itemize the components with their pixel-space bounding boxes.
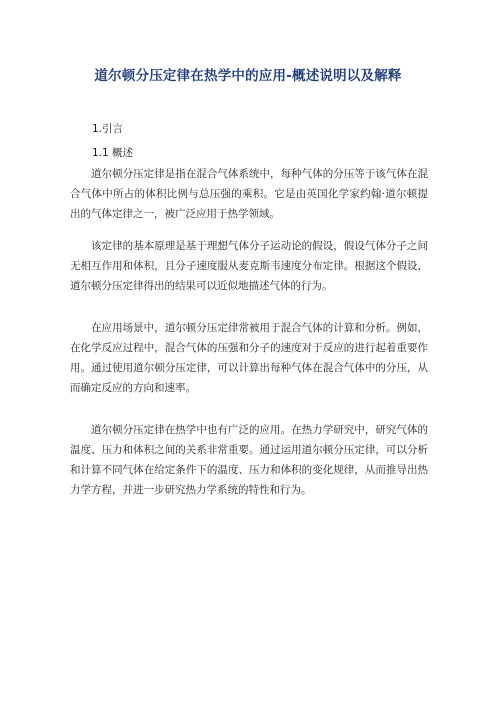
subsection-heading-overview: 1.1 概述	[92, 147, 134, 159]
document-title: 道尔顿分压定律在热学中的应用-概述说明以及解释	[94, 68, 402, 84]
paragraph-definition: 道尔顿分压定律是指在混合气体系统中，每种气体的分压等于该气体在混合气体中所占的体积比例与总压强的乘积。它是由英国化学家约翰·道尔顿提出的气体定律之一，被广泛应用于热学领域。	[70, 168, 428, 220]
section-heading-introduction: 1.引言	[92, 123, 124, 135]
paragraph-principle: 该定律的基本原理是基于理想气体分子运动论的假设，假设气体分子之间无相互作用和体积，且分子速度服从麦克斯韦速度分布定律。根据这个假设，道尔顿分压定律得出的结果可以近似地描述气体的行为。	[70, 240, 428, 292]
paragraph-thermodynamics: 道尔顿分压定律在热学中也有广泛的应用。在热力学研究中，研究气体的温度、压力和体积之间的关系非常重要。通过运用道尔顿分压定律，可以分析和计算不同气体在给定条件下的温度、压力和体积的变化规律，从而推导出热力学方程，并进一步研究热力学系统的特性和行为。	[70, 424, 428, 496]
paragraph-applications: 在应用场景中，道尔顿分压定律常被用于混合气体的计算和分析。例如，在化学反应过程中，混合气体的压强和分子的速度对于反应的进行起着重要作用。通过使用道尔顿分压定律，可以计算出每种气体在混合气体中的分压，从而确定反应的方向和速率。	[70, 322, 428, 394]
